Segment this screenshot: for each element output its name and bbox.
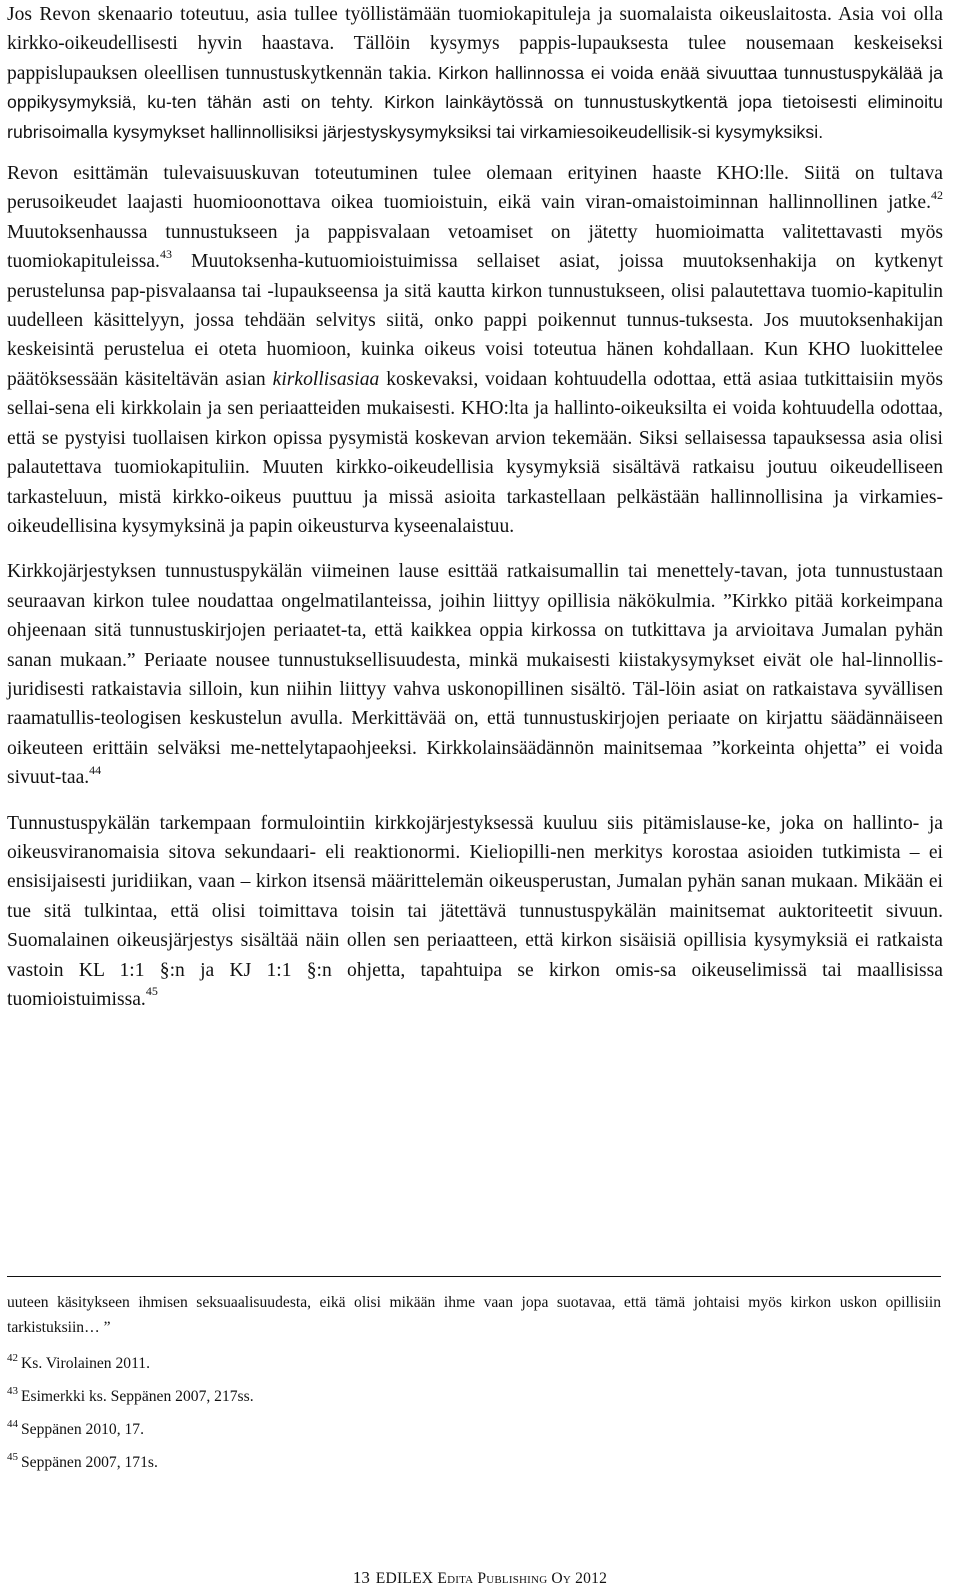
footnote-text: Ks. Virolainen 2011. bbox=[21, 1355, 150, 1372]
paragraph-2 bbox=[7, 159, 943, 541]
footnote-45 bbox=[7, 1450, 941, 1472]
paragraph-2-text-b: Muutoksenhaussa tunnustukseen ja pappisvalaan vetoamiset on jätetty huomioimatta valitettavasti myös tuomiokapituleissa. bbox=[7, 221, 943, 273]
footnote-text: Esimerkki ks. Seppänen 2007, 217ss. bbox=[21, 1388, 254, 1405]
footnote-44 bbox=[7, 1417, 941, 1439]
footnote-ref-43[interactable]: 43 bbox=[159, 246, 172, 261]
footnote-number: 45 bbox=[7, 1450, 18, 1463]
paragraph-4 bbox=[7, 809, 943, 1015]
footnote-number: 44 bbox=[7, 1417, 18, 1430]
footnote-number: 42 bbox=[7, 1351, 18, 1364]
paragraph-1-text-a: Jos Revon skenaario toteutuu, asia tullee työllistämään tuomiokapituleja ja suomalaista oikeuslaitosta. Asia voi olla kirkko-oikeudellisesti hyvin haastava. Tällöin kysymys pappis-lupauksesta tulee nousemaan keskeiseksi pappislupauksen oleellisen tunnustuskytkennän takia. bbox=[7, 4, 943, 84]
paragraph-1-text-b: Kirkon hallinnossa ei voida enää sivuuttaa tunnustuspykälää ja oppikysymyksiä, ku-ten tähän asti on tehty. Kirkon lainkäytössä on tunnustuskytkentä jopa tietoisesti eliminoitu rubrisoimalla kysymykset hallinnollisiksi järjestyskysymyksiksi tai virkamiesoikeudellisik-si kysymyksiksi. bbox=[7, 62, 943, 142]
paragraph-2-text-d: koskevaksi, voidaan kohtuudella odottaa, että asiaa tutkittaisiin myös sellai-sena eli kirkkolain ja sen periaatteiden mukaisesti. KHO:lta ja hallinto-oikeuksilta ei voida kohtuudella odottaa, että se pystyisi tuollaisen kirkon opissa pysymistä koskevan arvion tekemään. Siksi sellaisessa tapauksessa asia olisi palautettava tuomiokapituliin. Muuten kirkko-oikeudellisia kysymyksiä sisältävä ratkaisu joutuu oikeudelliseen tarkasteluun, mistä kirkko-oikeus puuttuu ja missä asioita tarkastellaan pelkästään hallinnollisina ja virkamies-oikeudellisina kysymyksinä ja papin oikeusturva kyseenalaistuu. bbox=[7, 368, 943, 537]
footnotes bbox=[7, 1290, 941, 1472]
paragraph-1 bbox=[7, 0, 943, 147]
footnote-number: 43 bbox=[7, 1384, 18, 1397]
footnote-continuation: uuteen käsitykseen ihmisen seksuaalisuudesta, eikä olisi mikään ihme vaan jopa suotavaa, että tämä johtaisi myös kirkon uskon opillisiin tarkistuksiin… ” bbox=[7, 1294, 941, 1336]
footnote-ref-42[interactable]: 42 bbox=[931, 187, 943, 202]
footnote-text: Seppänen 2007, 171s. bbox=[21, 1454, 158, 1471]
paragraph-2-text-c: Muutoksenha-kutuomioistuimissa sellaiset asiat, joissa muutoksenhakija on kytkenyt perustelunsa pap-pisvalaansa tai -lupaukseensa ja sitä kautta kirkon tunnustukseen, olisi palautettava tuomio-kapitulin uudelleen käsittelyyn, jossa tehdään selvitys siitä, onko pappi poikennut tunnus-tuksesta. Jos muutoksenhakijan keskeisintä perustelua ei oteta huomioon, kuinka oikeus voisi toteutua hänen kohdallaan. Kun KHO luokittelee päätöksessään käsiteltävän asian bbox=[7, 251, 943, 390]
footnote-separator bbox=[7, 1276, 941, 1277]
footnote-43 bbox=[7, 1384, 941, 1406]
publisher-credit: EDILEX Edita Publishing Oy 2012 bbox=[375, 1570, 608, 1587]
footnote-ref-44[interactable]: 44 bbox=[89, 762, 102, 777]
footnote-ref-45[interactable]: 45 bbox=[145, 984, 158, 999]
paragraph-3 bbox=[7, 557, 943, 792]
page-footer bbox=[0, 1568, 960, 1588]
footnote-text: Seppänen 2010, 17. bbox=[21, 1421, 144, 1438]
page-number: 13 bbox=[352, 1568, 370, 1587]
paragraph-3-text: Kirkkojärjestyksen tunnustuspykälän viimeinen lause esittää ratkaisumallin tai menettely-tavan, jota tunnustustaan seuraavan kirkon tulee noudattaa ongelmatilanteissa, joihin liittyy opillisia näkökulmia. ”Kirkko pitää korkeimpana ohjeenaan sitä tunnustuskirjojen periaatet-ta, että kaikkea oppia kirkossa on tutkittava ja arvioitava Jumalan pyhän sanan mukaan.” Periaate nousee tunnustuksellisuudesta, minkä mukaisesti kiistakysymykset eivät ole hal-linnollis-juridisesti ratkaistavia silloin, kun niihin liittyy vahva uskonopillinen sisältö. Täl-löin asiat on ratkaistava syvällisen raamatullis-teologisen keskustelun avulla. Merkittävää on, että tunnustuskirjojen periaate on kirjattu säädännäiseen oikeuteen erittäin selväksi me-nettelytapaohjeeksi. Kirkkolainsäädännön mainitsemaa ”korkeinta ohjetta” ei voida sivuut-taa. bbox=[7, 561, 943, 789]
document-body bbox=[7, 0, 943, 1030]
paragraph-2-italic-term: kirkollisasiaa bbox=[272, 368, 380, 390]
footnote-42 bbox=[7, 1351, 941, 1373]
paragraph-4-text: Tunnustuspykälän tarkempaan formulointiin kirkkojärjestyksessä kuuluu siis pitämislause-ke, joka on hallinto- ja oikeusviranomaisia sitova sekundaari- eli reaktionormi. Kieliopilli-nen merkitys korostaa asioiden tutkimista – ei ensisijaisesti juridiikan, vaan – kirkon itsensä määrittelemän oikeusperustan, Jumalan pyhän sanan mukaan. Mikään ei tue sitä tulkintaa, että olisi toimittava toisin tai jätettävä tunnustuspykälän mainitsemat auktoriteetit sivuun. Suomalainen oikeusjärjestys sisältää näin ollen sen periaatteen, että kirkon sisäisiä opillisia kysymyksiä ei ratkaista vastoin KL 1:1 §:n ja KJ 1:1 §:n ohjetta, tapahtuipa se kirkon omis-sa oikeuselimissä tai maallisissa tuomioistuimissa. bbox=[7, 812, 943, 1010]
paragraph-2-text-a: Revon esittämän tulevaisuuskuvan toteutuminen tulee olemaan erityinen haaste KHO:lle. Siitä on tultava perusoikeudet laajasti huomioonottava oikea tuomioistuin, eikä vain viran-omaistoiminnan hallinnollinen jatke. bbox=[7, 163, 943, 214]
